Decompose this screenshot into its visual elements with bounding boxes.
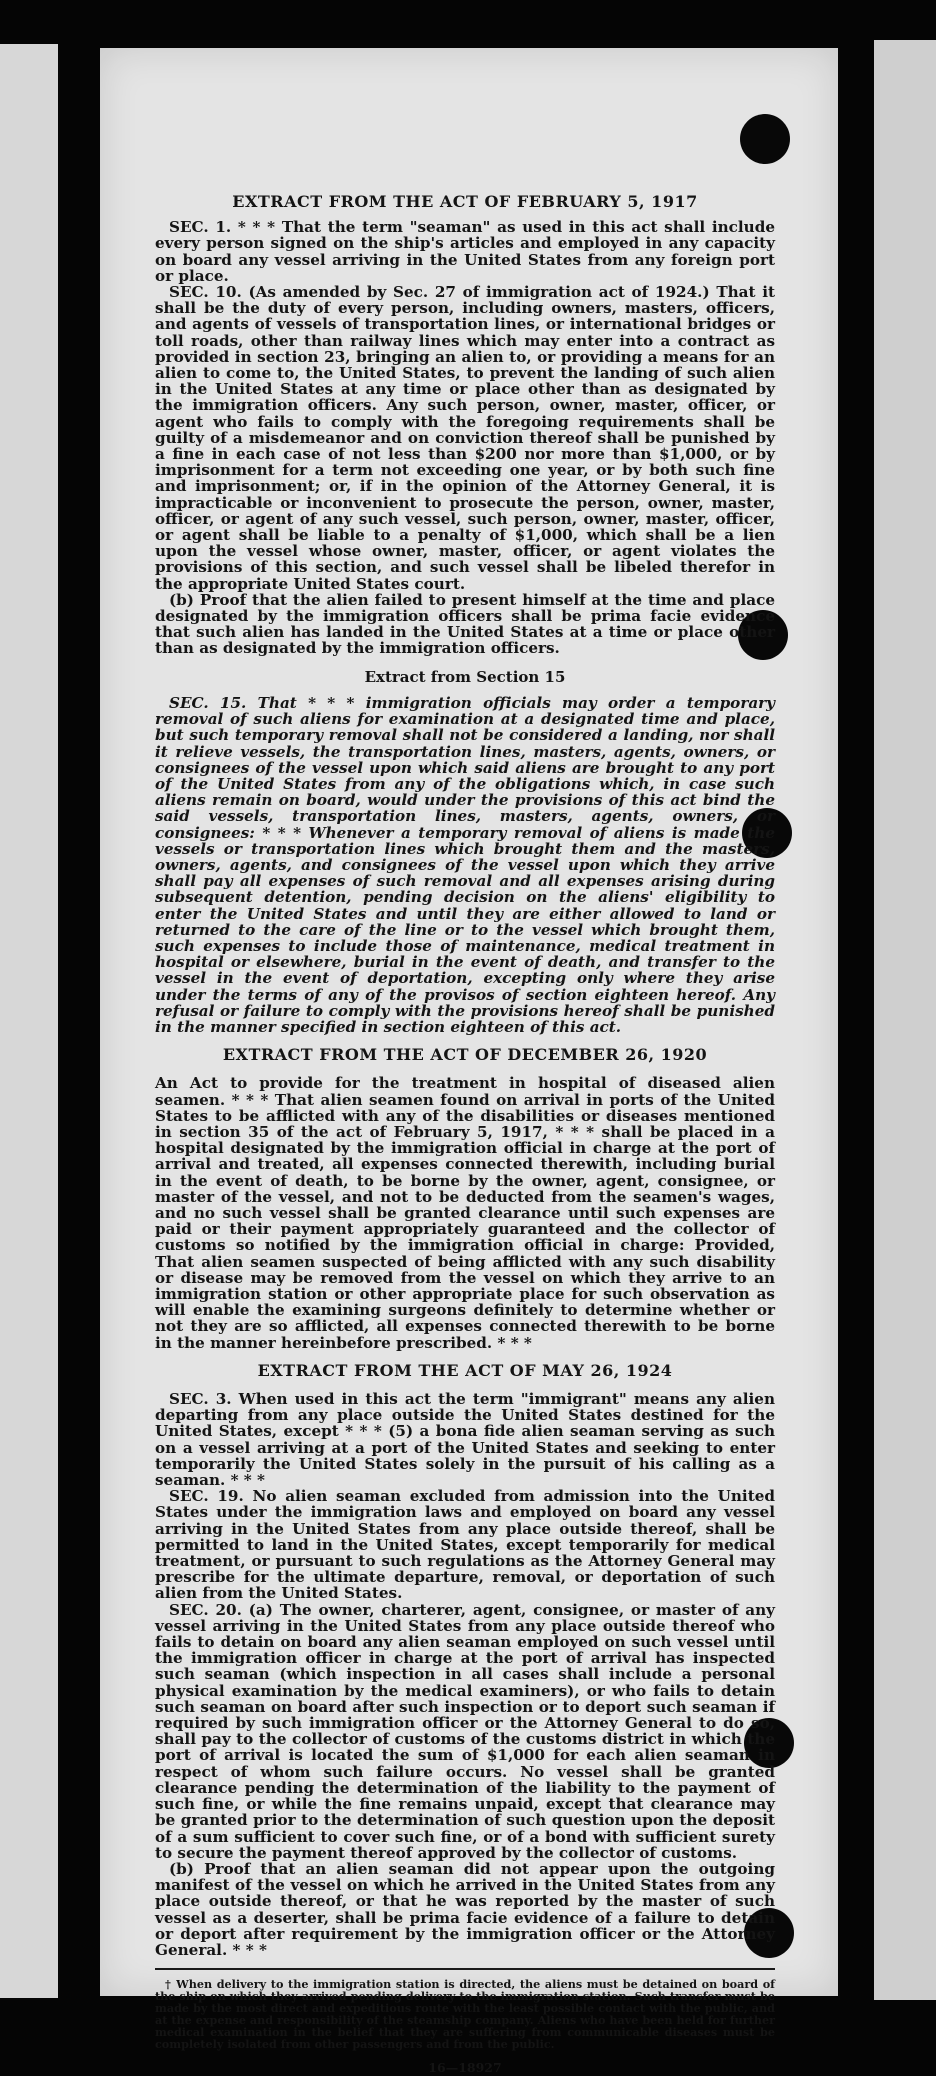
- act-1924-section-19: SEC. 19. No alien seaman excluded from admission into the United States under the immigration laws and employed on board any vessel arriving in the United States from any place outside thereof, shall be permitted to land in the United States, except temporarily for medical treatment, or pursuant to such regulations as the Attorney General may prescribe for the ultimate departure, removal, or deportation of such alien from the United States.: [155, 1487, 775, 1603]
- document-body: [155, 194, 775, 2076]
- adjacent-page-left: [0, 44, 58, 1998]
- act-1917-title: EXTRACT FROM THE ACT OF FEBRUARY 5, 1917: [232, 192, 698, 211]
- act-1920-text: An Act to provide for the treatment in hospital of diseased alien seamen. * * * That alien seamen found on arrival in ports of the United States to be afflicted with any of the disabilities or diseases mentioned in section 35 of the act of February 5, 1917, * * * shall be placed in a hospital designated by the immigration official in charge at the port of arrival and treated, all expenses connected therewith, including burial in the event of death, to be borne by the owner, agent, consignee, or master of the vessel, and not to be deducted from the seamen's wages, and no such vessel shall be granted clearance until such expenses are paid or their payment appropriately guaranteed and the collector of customs so notified by the immigration official in charge: Provided, That alien seamen suspected of being afflicted with any such disability or disease may be removed from the vessel on which they arrive to an immigration station or other appropriate place for such observation as will enable the examining surgeons definitely to determine whether or not they are so afflicted, all expenses connected therewith to be borne in the manner hereinbefore prescribed. * * *: [155, 1074, 775, 1352]
- act-1917-section-10b: (b) Proof that the alien failed to present himself at the time and place designated by the immigration officers shall be prima facie evidence that such alien has landed in the United States at a time or place other than as designated by the immigration officers.: [155, 590, 775, 658]
- act-1924-section-3: SEC. 3. When used in this act the term "immigrant" means any alien departing from any place outside the United States destined for the United States, except * * * (5) a bona fide alien seaman serving as such on a vessel arriving at a port of the United States and seeking to enter temporarily the United States solely in the pursuit of his calling as a seaman. * * *: [155, 1390, 775, 1490]
- act-1917-section-1: SEC. 1. * * * That the term "seaman" as used in this act shall include every person signed on the ship's articles and employed in any capacity on board any vessel arriving in the United States from any foreign port or place.: [155, 218, 775, 285]
- adjacent-page-right: [874, 40, 936, 2000]
- section-15-title: Extract from Section 15: [364, 667, 566, 686]
- act-1917-section-10: SEC. 10. (As amended by Sec. 27 of immigration act of 1924.) That it shall be the duty of every person, including owners, masters, officers, and agents of vessels of transportation lines, or international bridges or toll roads, other than railway lines which may enter into a contract as provided in section 23, bringing an alien to, or providing a means for an alien to come to, the United States, to prevent the landing of such alien in the United States at any time or place other than as designated by the immigration officers. Any such person, owner, master, officer, or agent who fails to comply with the foregoing requirements shall be guilty of a misdemeanor and on conviction thereof shall be punished by a fine in each case of not less than $200 nor more than $1,000, or by imprisonment for a term not exceeding one year, or by both such fine and imprisonment; or, if in the opinion of the Attorney General, it is impracticable or inconvenient to prosecute the person, owner, master, officer, or agent of any such vessel, such person, owner, master, officer, or agent shall be liable to a penalty of $1,000, which shall be a lien upon the vessel whose owner, master, officer, or agent violates the provisions of this section, and such vessel shall be libeled therefor in the appropriate United States court.: [155, 283, 775, 593]
- section-15-text: SEC. 15. That * * * immigration officials may order a temporary removal of such aliens for examination at a designated time and place, but such temporary removal shall not be considered a landing, nor shall it relieve vessels, the transportation lines, masters, agents, owners, or consignees of the vessel upon which said aliens are brought to any port of the United States from any of the obligations which, in case such aliens remain on board, would under the provisions of this act bind the said vessels, transportation lines, masters, agents, owners, or consignees: * * * Whenever a temporary removal of aliens is made the vessels or transportation lines which brought them and the masters, owners, agents, and consignees of the vessel upon which they arrive shall pay all expenses of such removal and all expenses arising during subsequent detention, pending decision on the aliens' eligibility to enter the United States and until they are either allowed to land or returned to the care of the line or to the vessel which brought them, such expenses to include those of maintenance, medical treatment in hospital or elsewhere, burial in the event of death, and transfer to the vessel in the event of deportation, excepting only where they arise under the terms of any of the provisos of section eighteen hereof. Any refusal or failure to comply with the provisions hereof shall be punished in the manner specified in section eighteen of this act.: [155, 693, 775, 1036]
- footnote: † When delivery to the immigration station is directed, the aliens must be detained on board of the ship on which they arrived pending delivery to the immigration station. Such transfer must be made by the most direct and expeditious route with the least possible contact with the public, and at the expense and responsibility of the steamship company. Aliens who have been held for further medical examination in the belief that they are suffering from communicable diseases must be completely isolated from other passengers and from the public.: [155, 1977, 775, 2052]
- act-1924-title: EXTRACT FROM THE ACT OF MAY 26, 1924: [257, 1360, 673, 1380]
- footnote-divider: [155, 1968, 775, 1970]
- act-1924-section-20a: SEC. 20. (a) The owner, charterer, agent, consignee, or master of any vessel arriving in the United States from any place outside thereof who fails to detain on board any alien seaman employed on such vessel until the immigration officer in charge at the port of arrival has inspected such seaman (which inspection in all cases shall include a personal physical examination by the medical examiners), or who fails to detain such seaman on board after such inspection or to deport such seaman if required by such immigration officer or the Attorney General to do so, shall pay to the collector of customs of the customs district in which the port of arrival is located the sum of $1,000 for each alien seaman in respect of whom such failure occurs. No vessel shall be granted clearance pending the determination of the liability to the payment of such fine, or while the fine remains unpaid, except that clearance may be granted prior to the determination of such question upon the deposit of a sum sufficient to cover such fine, or of a bond with sufficient surety to secure the payment thereof approved by the collector of customs.: [155, 1600, 775, 1862]
- act-1920-title: EXTRACT FROM THE ACT OF DECEMBER 26, 1920: [222, 1045, 708, 1065]
- punch-hole: [740, 114, 790, 164]
- document-page: [100, 48, 838, 2076]
- document-number: 16—18927: [428, 2060, 502, 2076]
- act-1924-section-20b: (b) Proof that an alien seaman did not appear upon the outgoing manifest of the vessel on which he arrived in the United States from any place outside thereof, or that he was reported by the master of such vessel as a deserter, shall be prima facie evidence of a failure to detain or deport after requirement by the immigration officer or the Attorney General. * * *: [155, 1859, 775, 1959]
